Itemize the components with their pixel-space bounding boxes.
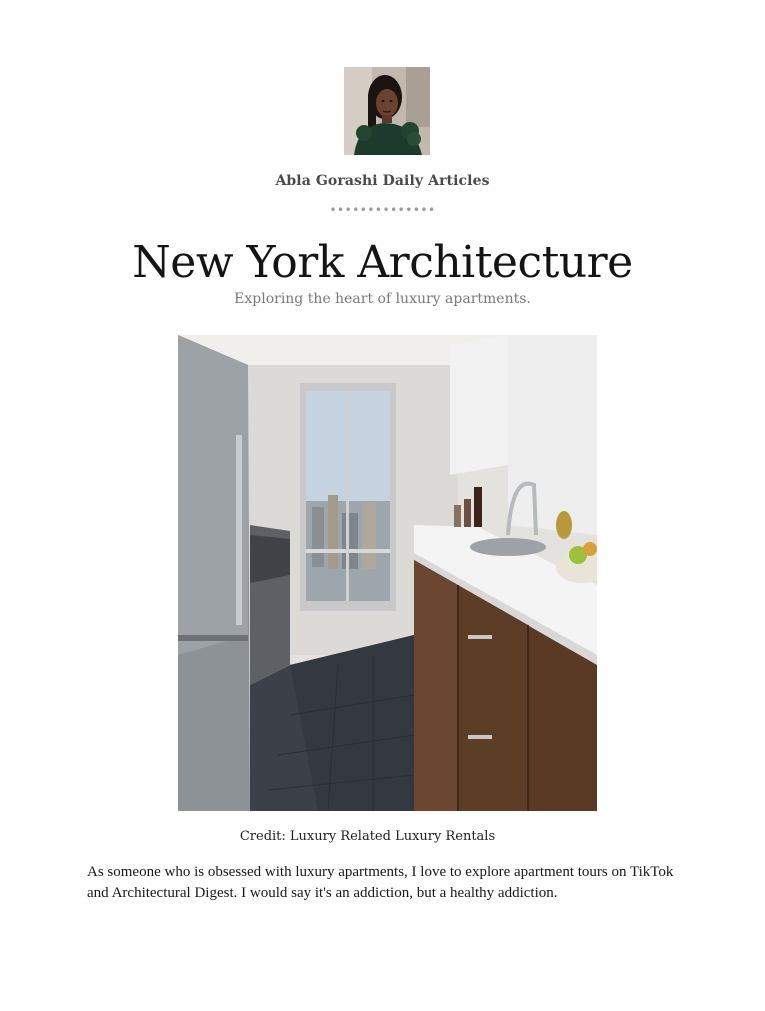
article-body: As someone who is obsessed with luxury apartments, I love to explore apartment tours on TikTok and Architectural Digest. I would say it's an addiction, but a healthy addiction. <box>87 864 674 901</box>
kitchen-photo <box>178 335 597 811</box>
author-avatar <box>344 67 430 155</box>
section-divider: •••••••••••••• <box>329 203 436 217</box>
article-title: New York Architecture <box>132 237 633 288</box>
article-subtitle: Exploring the heart of luxury apartments. <box>234 291 531 307</box>
image-credit: Credit: Luxury Related Luxury Rentals <box>239 829 496 844</box>
author-name[interactable]: Abla Gorashi Daily Articles <box>275 173 490 189</box>
